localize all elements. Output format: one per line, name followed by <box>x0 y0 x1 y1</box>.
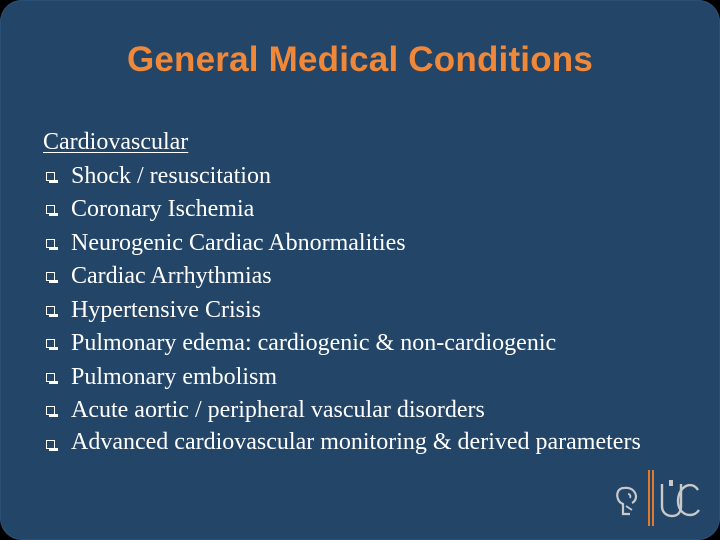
bullet-list <box>43 160 683 456</box>
bullet-text: Cardiac Arrhythmias <box>71 263 272 289</box>
bullet-text: Acute aortic / peripheral vascular disorders <box>71 397 485 423</box>
checkbox-square-icon <box>46 339 55 348</box>
checkbox-square-icon <box>46 440 55 449</box>
checkbox-square-icon <box>46 239 55 248</box>
list-item <box>43 361 683 395</box>
list-item <box>43 327 683 361</box>
bullet-text: Coronary Ischemia <box>71 196 255 222</box>
list-item <box>43 160 683 194</box>
uc-logo-icon <box>610 466 710 530</box>
list-item <box>43 193 683 227</box>
list-item <box>43 227 683 261</box>
checkbox-square-icon <box>46 172 55 181</box>
slide-title: General Medical Conditions <box>126 40 594 79</box>
bullet-text: Advanced cardiovascular monitoring & derived parameters <box>71 428 641 455</box>
checkbox-square-icon <box>46 373 55 382</box>
list-item <box>43 394 683 428</box>
list-item <box>43 294 683 328</box>
bullet-text: Shock / resuscitation <box>71 162 271 189</box>
bullet-text: Pulmonary edema: cardiogenic & non-cardiogenic <box>71 330 557 356</box>
list-item <box>43 428 683 456</box>
bullet-text: Hypertensive Crisis <box>71 296 261 323</box>
list-item <box>43 260 683 294</box>
bullet-text: Pulmonary embolism <box>71 363 277 390</box>
slide-content <box>43 126 683 456</box>
checkbox-square-icon <box>46 272 55 281</box>
section-heading: Cardiovascular <box>43 129 189 155</box>
checkbox-square-icon <box>46 306 55 315</box>
bullet-text: Neurogenic Cardiac Abnormalities <box>71 229 406 256</box>
checkbox-square-icon <box>46 205 55 214</box>
checkbox-square-icon <box>46 406 55 415</box>
